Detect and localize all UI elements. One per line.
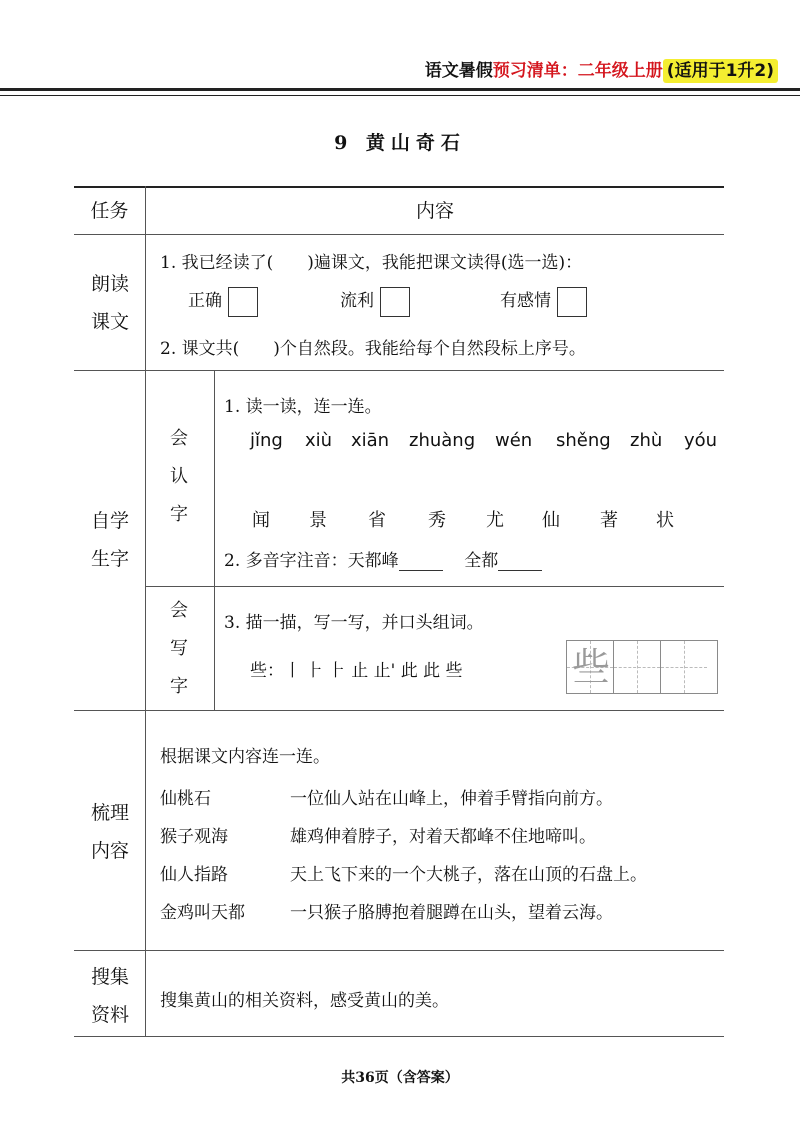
page-footer: 共36页（含答案）	[341, 1070, 459, 1086]
organize-left-item: 猴子观海	[160, 827, 228, 847]
pinyin-item: yóu	[684, 430, 718, 451]
reading-option-emotion	[500, 286, 587, 317]
stroke-order: 些：丨 ⺊ ⺊ 止 止' 此 此 些	[250, 661, 463, 681]
pinyin-item: jǐng	[250, 430, 283, 451]
row-label-reading: 朗读课文	[90, 273, 129, 333]
character-item: 状	[656, 510, 674, 531]
recognize-line-1: 1. 读一读，连一连。	[224, 397, 382, 417]
reading-option-correct	[188, 286, 258, 317]
character-item: 景	[309, 510, 327, 531]
header-rule-thick	[0, 88, 800, 91]
pinyin-item: xiān	[351, 430, 390, 451]
pinyin-item: wén	[495, 430, 533, 451]
model-character: 些	[572, 645, 611, 689]
organize-left-item: 金鸡叫天都	[160, 903, 245, 923]
option-checkbox-emotion[interactable]	[557, 287, 587, 317]
header-grade-badge: (适用于1升2)	[663, 59, 778, 83]
polyphone-prompt: 2. 多音字注音：	[224, 551, 348, 571]
character-item: 秀	[428, 510, 446, 531]
pinyin-item: zhù	[630, 430, 663, 451]
option-label: 正确	[188, 291, 222, 311]
organize-right-item: 雄鸡伸着脖子，对着天都峰不住地啼叫。	[290, 827, 596, 847]
organize-right-item: 一只猴子胳膊抱着腿蹲在山头，望着云海。	[290, 903, 613, 923]
organize-left-item: 仙人指路	[160, 865, 228, 885]
write-line-3: 3. 描一描，写一写，并口头组词。	[224, 613, 484, 633]
sublabel-write: 会写字	[170, 600, 188, 697]
polyphone-word-2: 全都	[464, 551, 499, 571]
writing-grid[interactable]	[566, 640, 718, 694]
polyphone-line	[224, 546, 542, 571]
character-item: 闻	[252, 510, 270, 531]
row-label-collect: 搜集资料	[90, 966, 129, 1026]
sublabel-recognize: 会认字	[170, 428, 188, 525]
polyphone-word-1: 天都峰	[347, 551, 399, 571]
option-checkbox-correct[interactable]	[228, 287, 258, 317]
column-header-content: 内容	[415, 200, 454, 222]
character-item: 省	[368, 510, 386, 531]
organize-right-item: 天上飞下来的一个大桃子，落在山顶的石盘上。	[290, 865, 647, 885]
character-item: 尤	[486, 510, 504, 531]
answer-blank[interactable]	[498, 554, 542, 571]
character-item: 著	[600, 510, 618, 531]
reading-option-fluent	[340, 286, 410, 317]
header-rule-thin	[0, 95, 800, 96]
pinyin-item: xiù	[305, 430, 333, 451]
reading-line-2: 2. 课文共( )个自然段。我能给每个自然段标上序号。	[160, 339, 586, 359]
header-title-red: 预习清单：二年级上册	[492, 61, 663, 81]
column-header-task: 任务	[90, 200, 129, 222]
reading-line-1: 1. 我已经读了( )遍课文，我能把课文读得(选一选)：	[160, 253, 583, 273]
organize-right-item: 一位仙人站在山峰上，伸着手臂指向前方。	[290, 789, 613, 809]
option-label: 流利	[340, 291, 374, 311]
row-label-organize: 梳理内容	[90, 802, 129, 862]
option-label: 有感情	[500, 291, 551, 311]
option-checkbox-fluent[interactable]	[380, 287, 410, 317]
page-header	[425, 56, 778, 81]
pinyin-item: shěng	[556, 430, 611, 451]
organize-left-item: 仙桃石	[160, 789, 211, 809]
character-item: 仙	[542, 510, 560, 531]
collect-text: 搜集黄山的相关资料，感受黄山的美。	[160, 991, 449, 1011]
organize-intro: 根据课文内容连一连。	[160, 747, 330, 767]
answer-blank[interactable]	[399, 554, 443, 571]
lesson-title: 9 黄山奇石	[334, 132, 466, 154]
row-label-selfstudy: 自学生字	[90, 510, 129, 570]
header-title-black: 语文暑假	[424, 61, 493, 81]
pinyin-item: zhuàng	[409, 430, 476, 451]
